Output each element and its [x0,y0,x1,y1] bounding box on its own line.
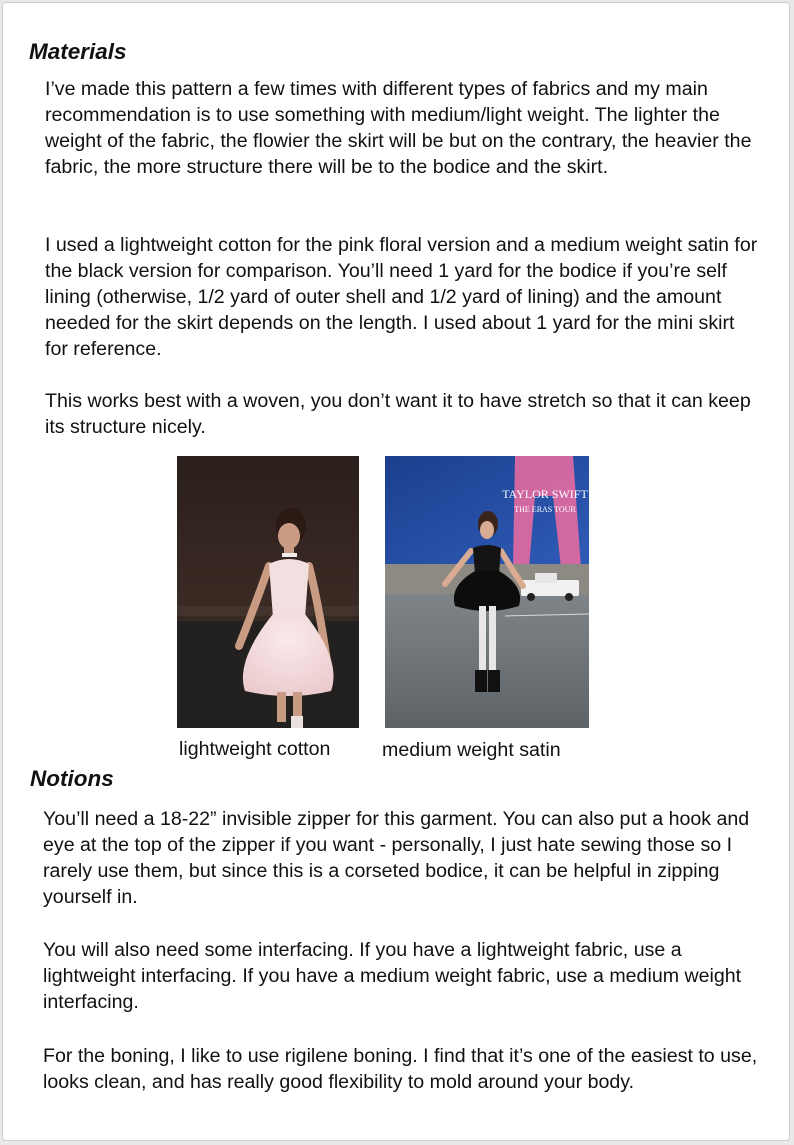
materials-heading: Materials [29,39,127,64]
caption-medium-weight-satin: medium weight satin [382,739,561,761]
photo-medium-weight-satin [385,456,589,728]
caption-lightweight-cotton: lightweight cotton [179,738,331,760]
materials-paragraph-2: I used a lightweight cotton for the pink floral version and a medium weight satin for the black version for comparison. You’ll need 1 yard for the bodice if you’re self lining (otherwise, 1/2 yard of outer shell and 1/2 yard of lining) and the amount needed for the skirt depends on the length. I used about 1 yard for the mini skirt for reference. [45,234,758,360]
notions-heading: Notions [30,766,114,791]
notions-paragraph-1: You’ll need a 18-22” invisible zipper for this garment. You can also put a hook and eye at the top of the zipper if you want - personally, I just hate sewing those so I rarely use them, but since this is a corseted bodice, it can be helpful in zipping yourself in. [43,808,750,908]
document-page [2,2,790,1141]
dress-photo-pink [177,456,359,728]
banner-subtitle: THE ERAS TOUR [514,505,576,514]
notions-paragraph-3: For the boning, I like to use rigilene boning. I find that it’s one of the easiest to use, looks clean, and has really good flexibility to mold around your body. [43,1045,758,1093]
banner-title: TAYLOR SWIFT [502,487,588,501]
dress-photo-black [385,456,589,728]
materials-paragraph-1: I’ve made this pattern a few times with different types of fabrics and my main recommendation is to use something with medium/light weight. The lighter the weight of the fabric, the flowier the skirt will be but on the contrary, the heavier the fabric, the more structure there will be to the bodice and the skirt. [45,78,752,178]
photo-lightweight-cotton [177,456,359,728]
materials-paragraph-3: This works best with a woven, you don’t want it to have stretch so that it can keep its structure nicely. [45,390,751,438]
notions-paragraph-2: You will also need some interfacing. If you have a lightweight fabric, use a lightweight interfacing. If you have a medium weight fabric, use a medium weight interfacing. [43,939,742,1013]
